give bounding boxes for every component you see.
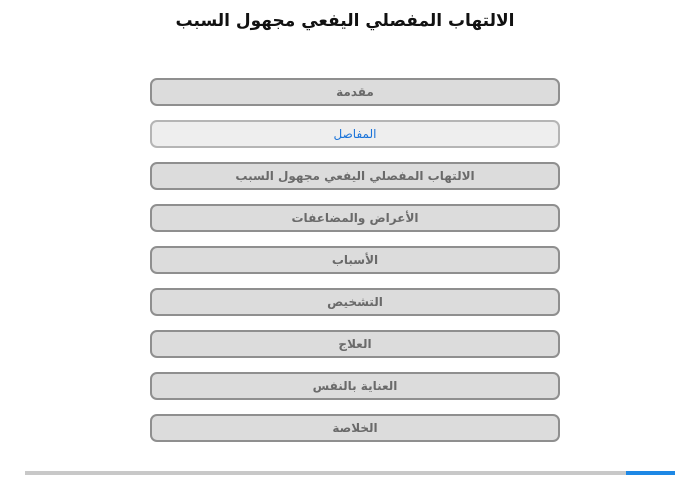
page-title: الالتهاب المفصلي اليفعي مجهول السبب (175, 11, 515, 31)
progress-bar (25, 471, 675, 475)
topic-menu (150, 78, 560, 456)
menu-item-causes[interactable]: الأسباب (150, 246, 560, 274)
menu-item-jia[interactable]: الالتهاب المفصلي اليفعي مجهول السبب (150, 162, 560, 190)
menu-item-joints[interactable]: المفاصل (150, 120, 560, 148)
menu-item-introduction[interactable]: مقدمة (150, 78, 560, 106)
menu-item-symptoms[interactable]: الأعراض والمضاعفات (150, 204, 560, 232)
menu-item-diagnosis[interactable]: التشخيص (150, 288, 560, 316)
menu-item-self-care[interactable]: العناية بالنفس (150, 372, 560, 400)
progress-bar-fill (626, 471, 675, 475)
menu-item-treatment[interactable]: العلاج (150, 330, 560, 358)
menu-item-summary[interactable]: الخلاصة (150, 414, 560, 442)
